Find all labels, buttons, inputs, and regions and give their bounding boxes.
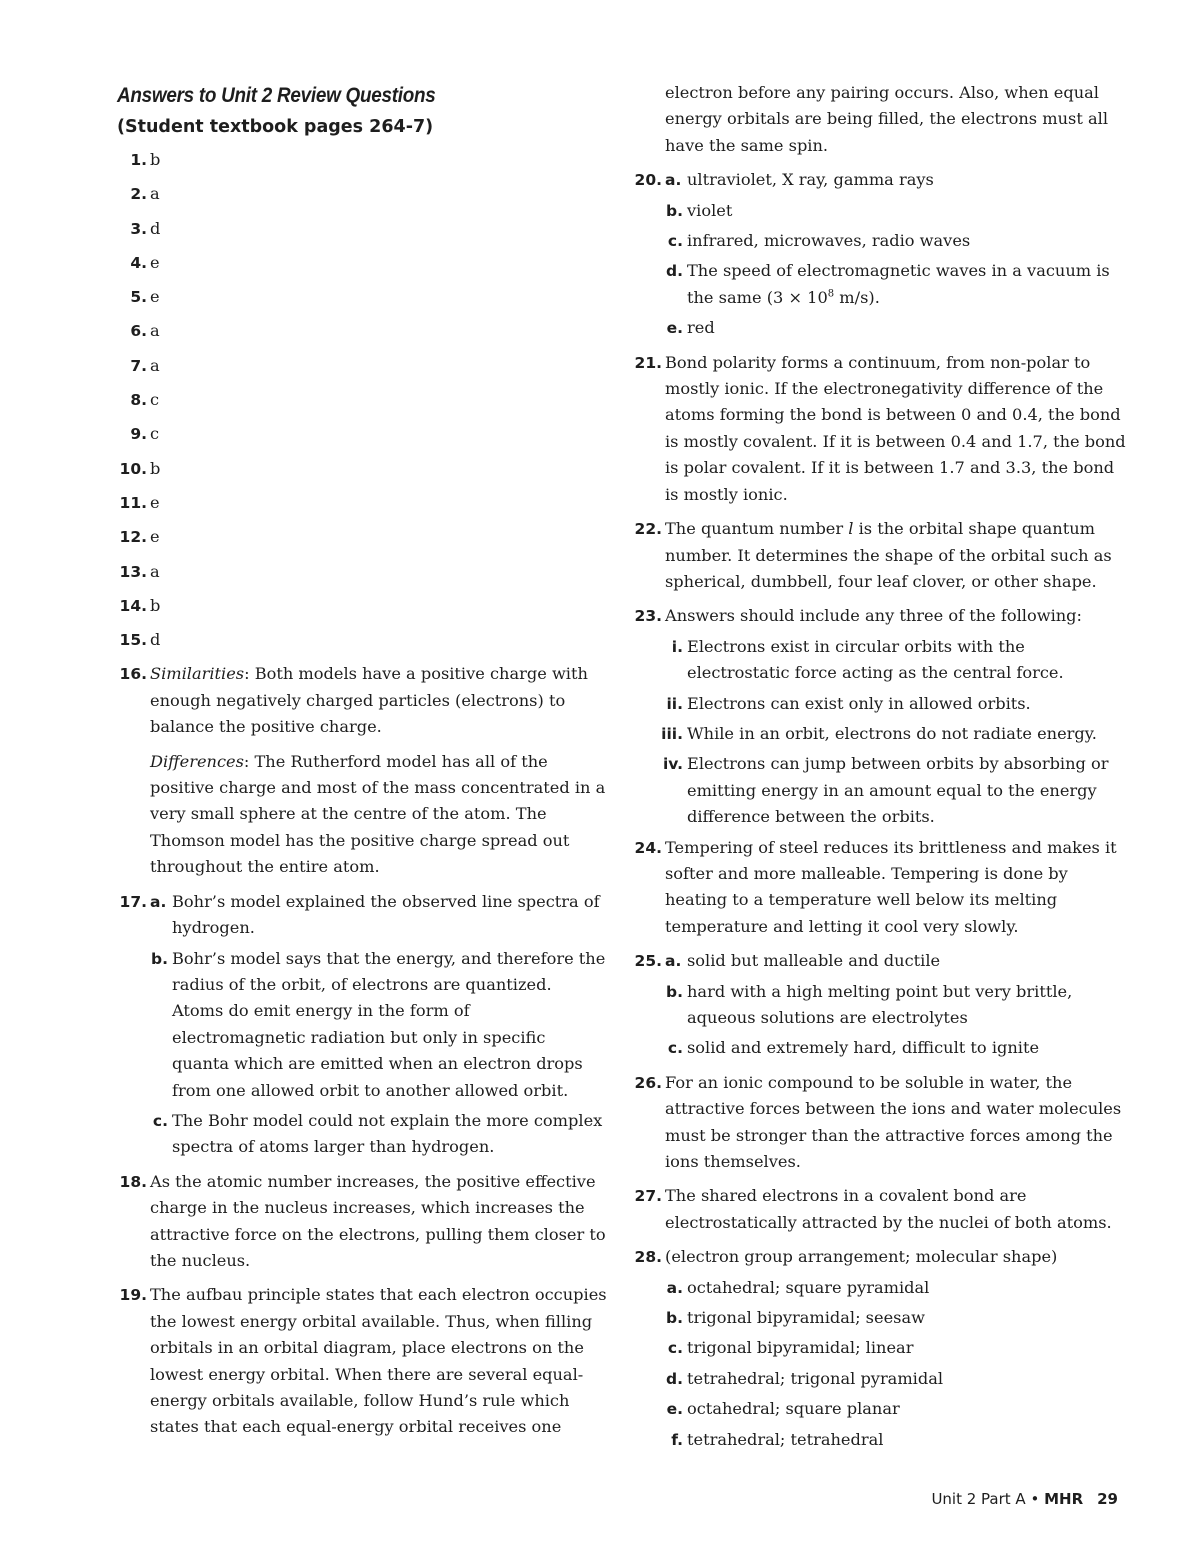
question-number: 11.: [119, 493, 147, 512]
question-number: 26.: [634, 1073, 662, 1092]
question-16: [117, 661, 607, 740]
question-20-e: [632, 315, 1132, 341]
part-label: a.: [665, 171, 682, 190]
footer-publisher: MHR: [1044, 1490, 1084, 1508]
part-label: d.: [666, 262, 683, 281]
part-label: c.: [667, 1339, 683, 1358]
question-number: 9.: [130, 425, 147, 444]
bohr-postulate-item: [632, 634, 1132, 687]
question-number: 15.: [119, 631, 147, 650]
part-label: e.: [666, 319, 683, 338]
question-26: [632, 1070, 1132, 1176]
question-24: [632, 835, 1132, 941]
question-number: 19.: [119, 1286, 147, 1305]
shape-answer-item: [632, 1275, 1132, 1301]
question-number: 12.: [119, 528, 147, 547]
question-number: 6.: [130, 322, 147, 341]
question-number: 4.: [130, 253, 147, 272]
short-answer-item: [117, 589, 607, 623]
question-number: 21.: [634, 353, 662, 372]
part-text: tetrahedral; tetrahedral: [687, 1429, 884, 1449]
similarities-text: : Both models have a positive charge with enough negatively charged particles (electrons) to balance the positive charge.: [150, 664, 588, 737]
part-text: hard with a high melting point but very brittle, aqueous solutions are electrolytes: [687, 981, 1073, 1027]
part-label: b.: [666, 1309, 683, 1328]
short-answer-item: [117, 452, 607, 486]
part-text: solid and extremely hard, difficult to ignite: [687, 1038, 1040, 1058]
answer-letter: c: [150, 424, 160, 444]
answer-text-end: is the orbital shape quantum number. It determines the shape of the orbital such as spherical, dumbbell, four leaf clover, or other shape.: [665, 519, 1112, 591]
part-label: a.: [150, 892, 167, 911]
question-20-b: [632, 198, 1132, 224]
short-answer-item: [117, 623, 607, 657]
question-21: [632, 350, 1132, 508]
short-answer-item: [117, 314, 607, 348]
part-text-end: m/s).: [834, 287, 880, 307]
exponent: 8: [827, 288, 835, 300]
part-text: octahedral; square planar: [687, 1399, 900, 1419]
answer-text: Bond polarity forms a continuum, from non-polar to mostly ionic. If the electronegativity difference of the atoms forming the bond is between 0 and 0.4, the bond is mostly covalent. If it is between 0.4 and 1.7, the bond is polar covalent. If it is between 1.7 and 3.3, the bond is mostly ionic.: [665, 352, 1126, 504]
short-answer-item: [117, 520, 607, 554]
part-label: b.: [151, 949, 168, 968]
short-answer-item: [117, 486, 607, 520]
answer-letter: e: [150, 527, 160, 547]
part-label: e.: [666, 1400, 683, 1419]
answer-letter: e: [150, 492, 160, 512]
question-number: 2.: [130, 185, 147, 204]
question-number: 25.: [634, 952, 662, 971]
page-subtitle: (Student textbook pages 264-7): [117, 117, 434, 137]
answer-text: Tempering of steel reduces its brittleness and makes it softer and more malleable. Tempering is done by heating to a temperature well below its melting temperature and letting it cool very slowly.: [665, 837, 1117, 936]
short-answer-item: [117, 555, 607, 589]
answer-letter: a: [150, 355, 160, 375]
part-text: solid but malleable and ductile: [687, 951, 941, 971]
question-number: 23.: [634, 607, 662, 626]
page-number: 29: [1097, 1490, 1118, 1508]
question-23: [632, 603, 1132, 629]
part-label: b.: [666, 982, 683, 1001]
question-19-continued: [632, 80, 1132, 159]
question-number: 8.: [130, 391, 147, 410]
answer-letter: a: [150, 321, 160, 341]
short-answer-item: [117, 246, 607, 280]
question-number: 16.: [119, 665, 147, 684]
answer-text: As the atomic number increases, the positive effective charge in the nucleus increases, which increases the attractive force on the electrons, pulling them closer to the nucleus.: [150, 1171, 606, 1270]
page-title: Answers to Unit 2 Review Questions: [117, 84, 436, 107]
part-text: Electrons can exist only in allowed orbits.: [687, 693, 1031, 713]
short-answer-item: [117, 177, 607, 211]
question-number: 18.: [119, 1172, 147, 1191]
question-23-items: [632, 634, 1132, 831]
question-number: 20.: [634, 171, 662, 190]
short-answer-item: [117, 143, 607, 177]
part-text: trigonal bipyramidal; linear: [687, 1338, 914, 1358]
question-27: [632, 1183, 1132, 1236]
quantum-variable: l: [848, 519, 854, 539]
question-number: 7.: [130, 356, 147, 375]
part-text: violet: [687, 200, 733, 220]
part-text: The Bohr model could not explain the more complex spectra of atoms larger than hydrogen.: [172, 1110, 603, 1157]
answer-intro: Answers should include any three of the following:: [665, 606, 1082, 626]
answer-letter: d: [150, 218, 161, 238]
question-number: 10.: [119, 459, 147, 478]
bohr-postulate-item: [632, 691, 1132, 717]
answer-letter: b: [150, 595, 161, 615]
right-column: [632, 80, 1132, 1453]
answer-letter: a: [150, 184, 160, 204]
question-18: [117, 1169, 607, 1275]
part-text: octahedral; square pyramidal: [687, 1277, 930, 1297]
part-text: Electrons exist in circular orbits with the electrostatic force acting as the central force.: [687, 636, 1064, 683]
question-16-differences: [117, 749, 607, 881]
answer-text: The aufbau principle states that each electron occupies the lowest energy orbital available. Thus, when filling orbitals in an orbital diagram, place electrons on the lowest energy orbital. When there are several equal-energy orbitals available, follow Hund’s rule which states that each equal-energy orbital receives one: [150, 1285, 607, 1437]
answer-text: The quantum number: [665, 519, 849, 539]
short-answer-item: [117, 417, 607, 451]
question-20: [632, 167, 1132, 193]
part-label: a.: [665, 952, 682, 971]
part-text: Electrons can jump between orbits by absorbing or emitting energy in an amount equal to the energy difference between the orbits.: [687, 754, 1109, 827]
question-25-b: [632, 979, 1132, 1032]
short-answer-item: [117, 349, 607, 383]
answer-letter: e: [150, 287, 160, 307]
answer-letter: e: [150, 252, 160, 272]
shape-answer-item: [632, 1366, 1132, 1392]
shape-answer-item: [632, 1396, 1132, 1422]
short-answer-item: [117, 280, 607, 314]
differences-label: Differences: [150, 751, 244, 771]
question-19: [117, 1282, 607, 1440]
question-20-d: [632, 258, 1132, 311]
question-22: [632, 516, 1132, 595]
left-column: [117, 80, 607, 1441]
question-25-c: [632, 1035, 1132, 1061]
question-number: 17.: [119, 892, 147, 911]
question-28-items: [632, 1275, 1132, 1453]
question-number: 27.: [634, 1187, 662, 1206]
bohr-postulate-item: [632, 751, 1132, 830]
part-label: iii.: [661, 724, 683, 743]
answer-letter: c: [150, 390, 160, 410]
page-footer: [931, 1489, 1118, 1509]
part-label: iv.: [662, 755, 683, 774]
answer-letter: a: [150, 561, 160, 581]
question-number: 13.: [119, 562, 147, 581]
part-label: ii.: [666, 694, 683, 713]
part-text: tetrahedral; trigonal pyramidal: [687, 1368, 944, 1388]
part-text: ultraviolet, X ray, gamma rays: [687, 170, 934, 190]
footer-separator: •: [1025, 1490, 1045, 1508]
part-text: trigonal bipyramidal; seesaw: [687, 1308, 925, 1328]
part-label: f.: [671, 1430, 683, 1449]
shape-answer-item: [632, 1305, 1132, 1331]
question-number: 1.: [130, 151, 147, 169]
part-label: i.: [671, 637, 683, 656]
answer-letter: d: [150, 630, 161, 650]
shape-answer-item: [632, 1335, 1132, 1361]
answer-intro: (electron group arrangement; molecular shape): [665, 1247, 1058, 1267]
bohr-postulate-item: [632, 721, 1132, 747]
question-17-b: [117, 946, 607, 1104]
question-number: 14.: [119, 596, 147, 615]
part-text: red: [687, 318, 715, 338]
question-20-c: [632, 228, 1132, 254]
short-answer-item: [117, 212, 607, 246]
question-25: [632, 948, 1132, 974]
question-number: 22.: [634, 520, 662, 539]
question-28: [632, 1244, 1132, 1270]
short-answer-list: [117, 143, 607, 657]
shape-answer-item: [632, 1427, 1132, 1453]
question-17: [117, 889, 607, 942]
part-label: c.: [667, 232, 683, 251]
part-text: The speed of electromagnetic waves in a vacuum is the same (3 × 10: [687, 261, 1110, 307]
part-text: Bohr’s model says that the energy, and therefore the radius of the orbit, of electrons are quantized. Atoms do emit energy in the form of electromagnetic radiation but only in specific quanta which are emitted when an electron drops from one allowed orbit to another allowed orbit.: [172, 948, 606, 1100]
similarities-label: Similarities: [150, 664, 245, 684]
part-label: c.: [667, 1039, 683, 1058]
question-number: 28.: [634, 1248, 662, 1267]
answer-letter: b: [150, 458, 161, 478]
question-number: 24.: [634, 838, 662, 857]
answer-text: The shared electrons in a covalent bond are electrostatically attracted by the nuclei of both atoms.: [665, 1186, 1112, 1232]
differences-text: : The Rutherford model has all of the positive charge and most of the mass concentrated in a very small sphere at the centre of the atom. The Thomson model has the positive charge spread out throughout the entire atom.: [150, 751, 606, 877]
question-number: 3.: [130, 219, 147, 238]
part-text: infrared, microwaves, radio waves: [687, 231, 971, 251]
question-17-c: [117, 1108, 607, 1161]
question-number: 5.: [130, 288, 147, 307]
part-label: c.: [152, 1111, 168, 1130]
answer-text: For an ionic compound to be soluble in water, the attractive forces between the ions and water molecules must be stronger than the attractive forces among the ions themselves.: [665, 1072, 1122, 1172]
part-label: b.: [666, 201, 683, 220]
footer-unit: Unit 2 Part A: [931, 1490, 1026, 1508]
answer-text: electron before any pairing occurs. Also, when equal energy orbitals are being filled, the electrons must all have the same spin.: [665, 83, 1108, 155]
part-label: a.: [666, 1278, 683, 1297]
part-label: d.: [666, 1369, 683, 1388]
part-text: Bohr’s model explained the observed line spectra of hydrogen.: [172, 891, 600, 938]
short-answer-item: [117, 383, 607, 417]
part-text: While in an orbit, electrons do not radiate energy.: [687, 723, 1097, 743]
answer-letter: b: [150, 150, 161, 169]
